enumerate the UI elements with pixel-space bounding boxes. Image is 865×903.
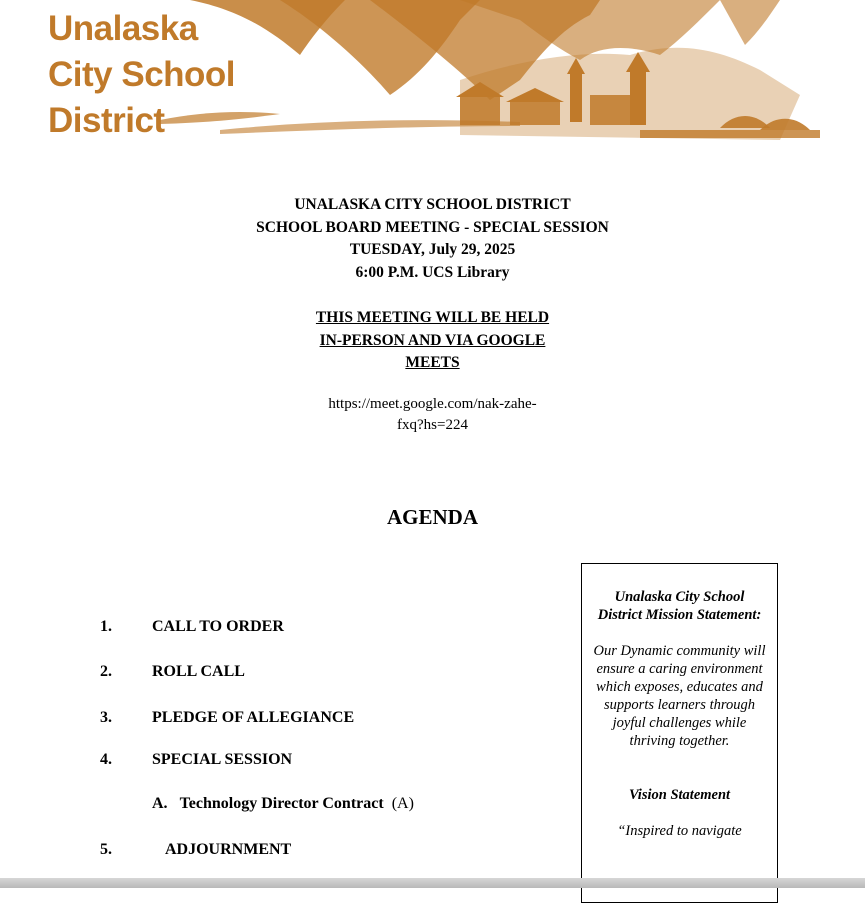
notice-line-2: IN-PERSON AND VIA GOOGLE [319,331,546,349]
agenda-item-number: 1. [100,618,112,635]
agenda-title: AGENDA [386,505,478,529]
mission-vision-box [581,563,778,903]
header-meeting-type: SCHOOL BOARD MEETING - SPECIAL SESSION [256,218,609,236]
meeting-notice [0,307,865,375]
logo-line-3: District [48,101,165,140]
agenda-sub-item-label: Technology Director Contract [179,795,384,812]
notice-line-3: MEETS [405,354,460,371]
meeting-link-line-2[interactable]: fxq?hs=224 [397,417,468,433]
vision-heading: Vision Statement [628,787,731,803]
agenda-item-label: SPECIAL SESSION [152,751,293,768]
meeting-link[interactable] [0,394,865,436]
notice-line-1: THIS MEETING WILL BE HELD [315,309,550,326]
agenda-item-number: 2. [100,663,112,680]
viewer-bottom-edge [0,878,865,888]
agenda-item-label: PLEDGE OF ALLEGIANCE [152,709,355,726]
agenda-item-number: 4. [100,751,112,768]
agenda-item-label: CALL TO ORDER [152,618,284,635]
logo-line-2: City School [48,55,236,94]
logo-line-1: Unalaska [48,9,198,48]
mission-text: Our Dynamic community will ensure a caring environment which exposes, educates and supports learners through joyful challenges while thriving together. [593,643,766,749]
header-district: UNALASKA CITY SCHOOL DISTRICT [294,196,571,213]
agenda-item-label: ADJOURNMENT [165,841,292,858]
agenda-item-number: 3. [100,709,112,726]
meeting-link-line-1[interactable]: https://meet.google.com/nak-zahe- [328,396,537,412]
agenda-sub-item-tag: (A) [391,795,414,812]
agenda-item-number: 5. [100,841,112,858]
agenda-sub-item-letter: A. [152,795,168,812]
agenda-sub-item-text [152,795,414,813]
vision-text: “Inspired to navigate [617,823,742,839]
meeting-header [0,194,865,284]
landscape-illustration [160,0,830,155]
mission-heading: Unalaska City School District Mission Statement: [597,589,762,623]
header-time-location: 6:00 P.M. UCS Library [355,263,510,281]
agenda-item-label: ROLL CALL [152,663,245,680]
header-date: TUESDAY, July 29, 2025 [349,241,516,258]
